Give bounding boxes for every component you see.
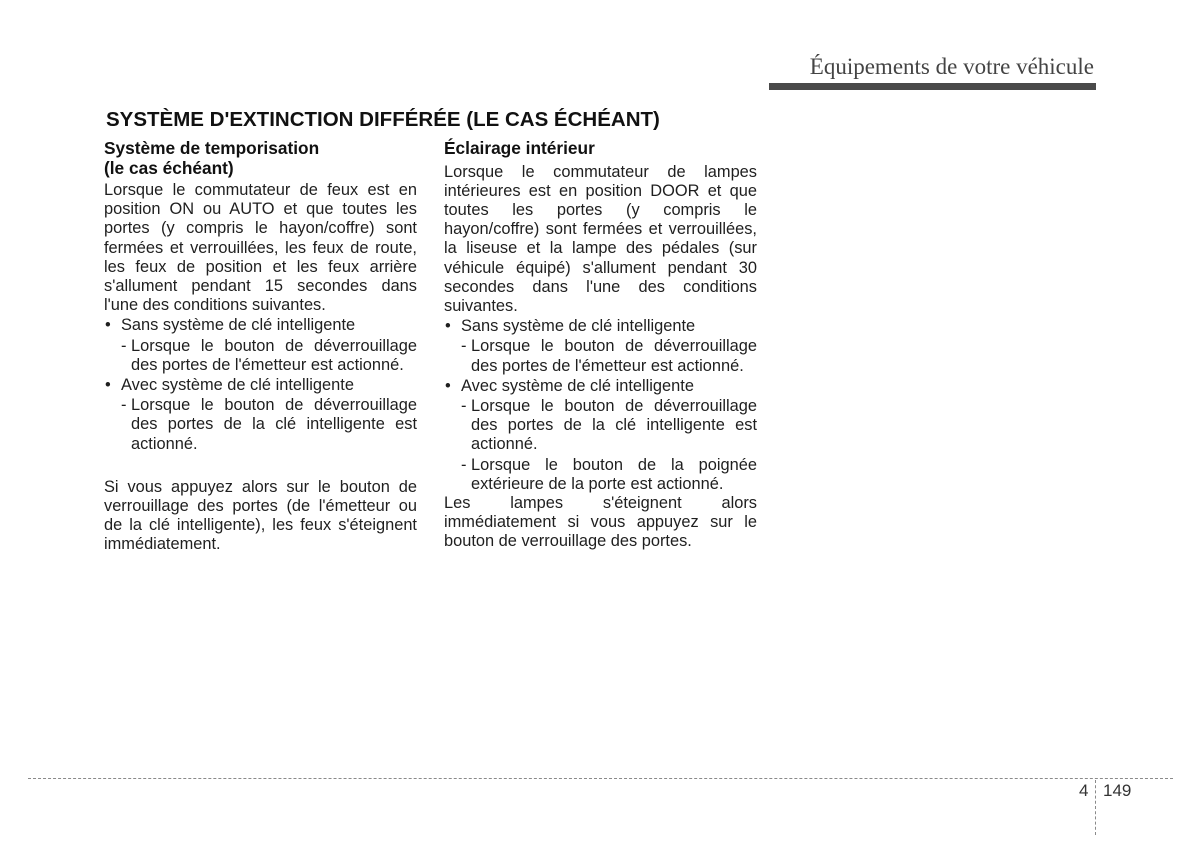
right-outro-paragraph: Les lampes s'éteignent alors immédiatement si vous appuyez sur le bouton de verrouillage des portes. bbox=[444, 493, 757, 551]
footer-vertical-rule bbox=[1095, 780, 1096, 835]
right-column bbox=[444, 139, 757, 552]
header-rule bbox=[769, 83, 1096, 90]
left-column bbox=[104, 139, 417, 555]
right-dash-door-handle: - Lorsque le bouton de la poignée extérieure de la porte est actionné. bbox=[444, 456, 757, 494]
right-intro-paragraph: Lorsque le commutateur de lampes intérieures est en position DOOR et que toutes les portes (y compris le hayon/coffre) sont fermées et verrouillées, la liseuse et la lampe des pédales (sur véhicule équipé) s'allument pendant 30 secondes dans l'une des conditions suivantes. bbox=[444, 162, 757, 315]
right-sub-heading: Éclairage intérieur bbox=[444, 138, 595, 158]
left-bullet-smart-key: • Avec système de clé intelligente bbox=[104, 376, 417, 395]
chapter-title: Équipements de votre véhicule bbox=[809, 54, 1094, 79]
left-intro-paragraph: Lorsque le commutateur de feux est en position ON ou AUTO et que toutes les portes (y compris le hayon/coffre) sont fermées et verrouillées, les feux de route, les feux de position et les feux arrière s'allument pendant 15 secondes dans l'une des conditions suivantes. bbox=[104, 181, 417, 315]
page-number: 149 bbox=[1103, 781, 1132, 800]
spacer bbox=[104, 454, 417, 478]
left-dash-smart-key: - Lorsque le bouton de déverrouillage des portes de la clé intelligente est actionné. bbox=[104, 396, 417, 454]
right-bullet-smart-key: • Avec système de clé intelligente bbox=[444, 377, 757, 396]
left-dash-transmitter: - Lorsque le bouton de déverrouillage des portes de l'émetteur est actionné. bbox=[104, 337, 417, 375]
chapter-number: 4 bbox=[1079, 781, 1089, 800]
left-sub-heading bbox=[104, 139, 417, 178]
footer-rule bbox=[28, 778, 1173, 779]
right-dash-transmitter: - Lorsque le bouton de déverrouillage des portes de l'émetteur est actionné. bbox=[444, 337, 757, 375]
right-dash-smart-key: - Lorsque le bouton de déverrouillage des portes de la clé intelligente est actionné. bbox=[444, 397, 757, 455]
left-heading-line-1: Système de temporisation bbox=[104, 138, 320, 158]
left-outro-paragraph: Si vous appuyez alors sur le bouton de verrouillage des portes (de l'émetteur ou de la clé intelligente), les feux s'éteignent immédiatement. bbox=[104, 477, 417, 554]
left-bullet-no-smart-key: • Sans système de clé intelligente bbox=[104, 316, 417, 335]
left-heading-line-2: (le cas échéant) bbox=[104, 157, 234, 178]
section-title: SYSTÈME D'EXTINCTION DIFFÉRÉE (LE CAS ÉCHÉANT) bbox=[106, 108, 660, 131]
right-bullet-no-smart-key: • Sans système de clé intelligente bbox=[444, 317, 757, 336]
